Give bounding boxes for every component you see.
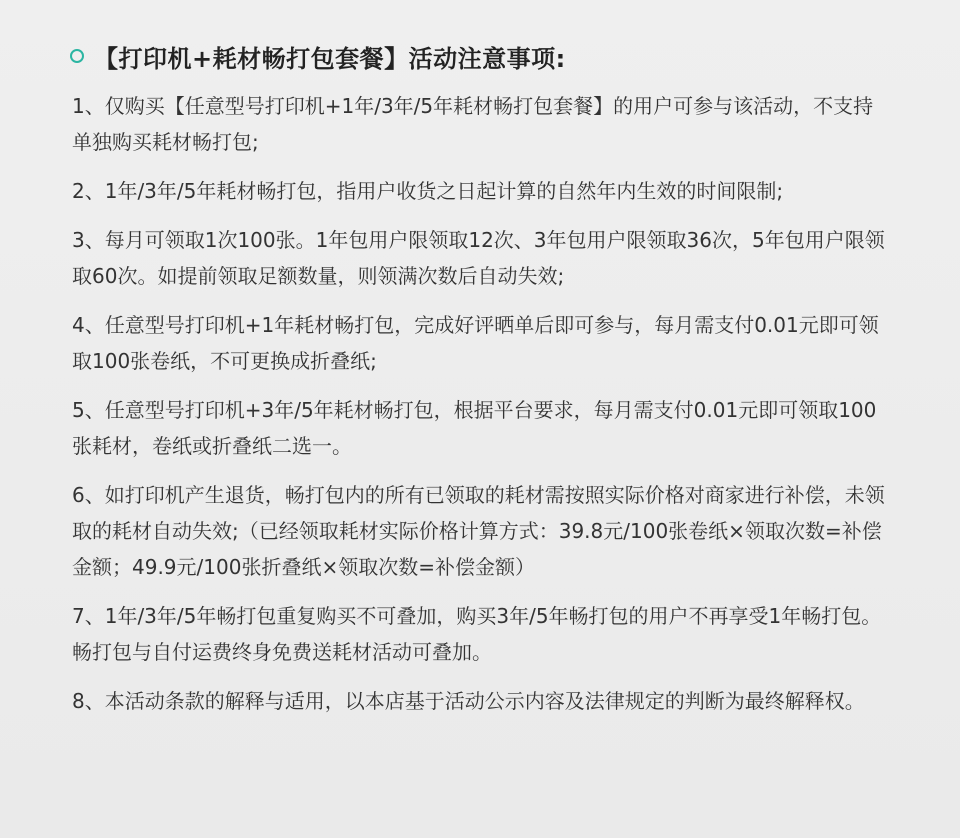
rule-item-4: 4、任意型号打印机+1年耗材畅打包，完成好评晒单后即可参与，每月需支付0.01元即可领取100张卷纸，不可更换成折叠纸; <box>72 313 879 373</box>
rule-item-5: 5、任意型号打印机+3年/5年耗材畅打包，根据平台要求，每月需支付0.01元即可领取100张耗材，卷纸或折叠纸二选一。 <box>72 398 877 458</box>
rule-item-7: 7、1年/3年/5年畅打包重复购买不可叠加，购买3年/5年畅打包的用户不再享受1年畅打包。畅打包与自付运费终身免费送耗材活动可叠加。 <box>72 604 882 664</box>
heading-title: 【打印机+耗材畅打包套餐】活动注意事项: <box>94 44 566 73</box>
rule-item-8: 8、本活动条款的解释与适用，以本店基于活动公示内容及法律规定的判断为最终解释权。 <box>72 689 865 713</box>
rule-item-1: 1、仅购买【任意型号打印机+1年/3年/5年耗材畅打包套餐】的用户可参与该活动，不支持单独购买耗材畅打包; <box>72 94 874 154</box>
rule-item-2: 2、1年/3年/5年耗材畅打包，指用户收货之日起计算的自然年内生效的时间限制; <box>72 179 784 203</box>
rule-item-6: 6、如打印机产生退货，畅打包内的所有已领取的耗材需按照实际价格对商家进行补偿，未领取的耗材自动失效;（已经领取耗材实际价格计算方式：39.8元/100张卷纸×领取次数=补偿金额；49.9元/100张折叠纸×领取次数=补偿金额） <box>72 483 885 579</box>
rule-item-3: 3、每月可领取1次100张。1年包用户限领取12次、3年包用户限领取36次，5年包用户限领取60次。如提前领取足额数量，则领满次数后自动失效; <box>72 228 885 288</box>
circle-bullet-icon <box>70 49 84 63</box>
section-heading <box>70 36 960 76</box>
rules-list <box>72 88 892 719</box>
